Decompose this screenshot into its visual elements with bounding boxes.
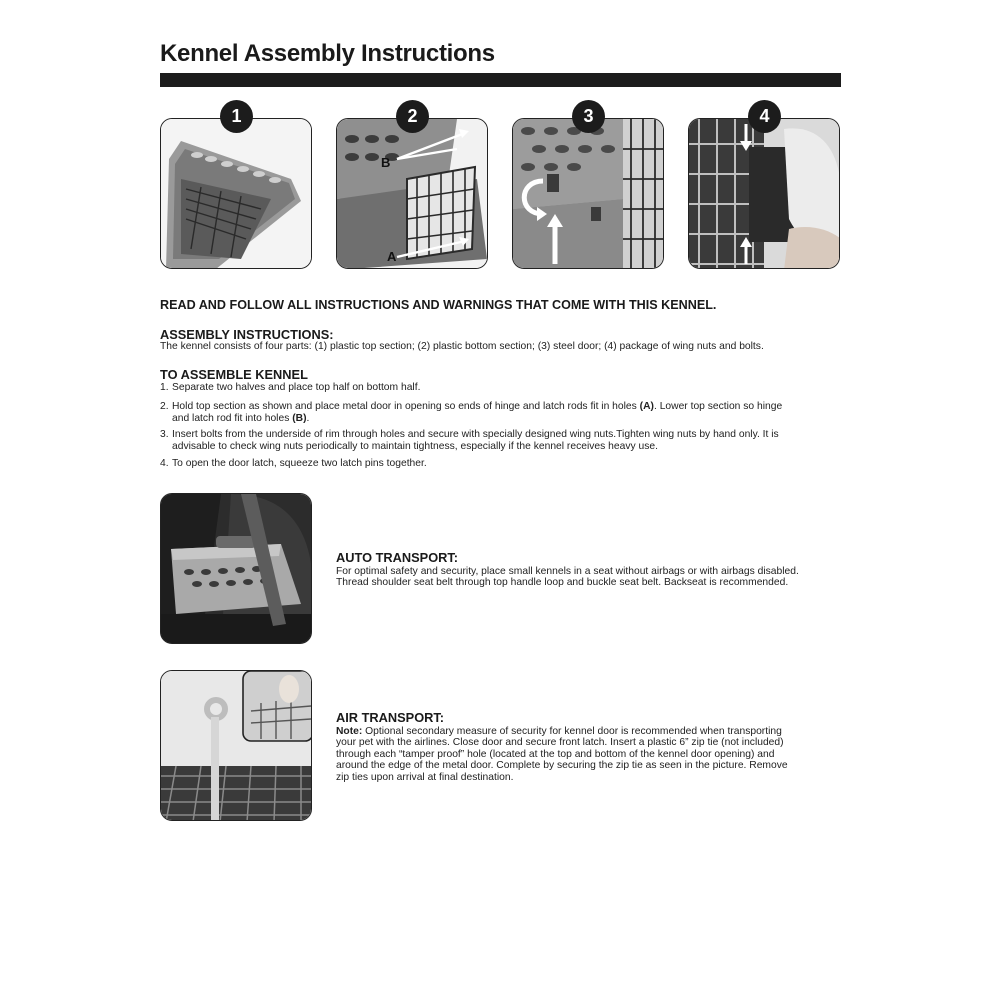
step-4-badge: 4: [748, 100, 781, 133]
air-transport-image: [160, 670, 312, 821]
air-text-line: your pet with the airlines. Close door and secure front latch. Insert a plastic 6” zip tie (not included): [336, 737, 784, 748]
auto-text-line: Thread shoulder seat belt through top handle loop and buckle seat belt. Backseat is recommended.: [336, 577, 789, 588]
page-title: Kennel Assembly Instructions: [160, 40, 495, 67]
auto-heading: AUTO TRANSPORT:: [336, 550, 459, 565]
auto-transport-image: [160, 493, 312, 644]
step-1-image: [160, 118, 312, 269]
air-heading: AIR TRANSPORT:: [336, 710, 445, 725]
step-2-badge: 2: [396, 100, 429, 133]
assembly-heading: ASSEMBLY INSTRUCTIONS:: [160, 327, 334, 342]
list-item: 2. Hold top section as shown and place metal door in opening so ends of hinge and latch rods fit in holes (A). Lower top section so hinge and latch rod fit into holes (B).: [160, 401, 783, 424]
step-1-badge: 1: [220, 100, 253, 133]
list-item: 1. Separate two halves and place top half on bottom half.: [160, 382, 421, 393]
step-4-image: [688, 118, 840, 269]
title-rule: [160, 73, 841, 87]
label-b: B: [381, 155, 391, 170]
air-text-line: Note: Optional secondary measure of security for kennel door is recommended when transporting: [336, 726, 782, 737]
label-a: A: [387, 249, 397, 264]
air-text-line: around the edge of the metal door. Complete by securing the zip tie as seen in the picture. Remove: [336, 760, 788, 771]
list-item: 3. Insert bolts from the underside of rim through holes and secure with specially designed wing nuts.Tighten wing nuts by hand only. It is advisable to check wing nuts periodically to maintain tightness, especially if the kennel receives heavy use.: [160, 429, 779, 452]
list-item: 4. To open the door latch, squeeze two latch pins together.: [160, 458, 427, 469]
step-3-image: [512, 118, 664, 269]
step-3-badge: 3: [572, 100, 605, 133]
assembly-text: The kennel consists of four parts: (1) plastic top section; (2) plastic bottom section; (3) steel door; (4) package of wing nuts and bolts.: [160, 341, 764, 352]
assemble-heading: TO ASSEMBLE KENNEL: [160, 367, 308, 382]
auto-text-line: For optimal safety and security, place small kennels in a seat without airbags or with airbags disabled.: [336, 566, 799, 577]
air-text-line: through each “tamper proof” hole (located at the top and bottom of the kennel door opening) and: [336, 749, 775, 760]
step-2-image: [336, 118, 488, 269]
warning-text: READ AND FOLLOW ALL INSTRUCTIONS AND WARNINGS THAT COME WITH THIS KENNEL.: [160, 298, 717, 312]
air-text-line: zip ties upon arrival at final destination.: [336, 772, 514, 783]
